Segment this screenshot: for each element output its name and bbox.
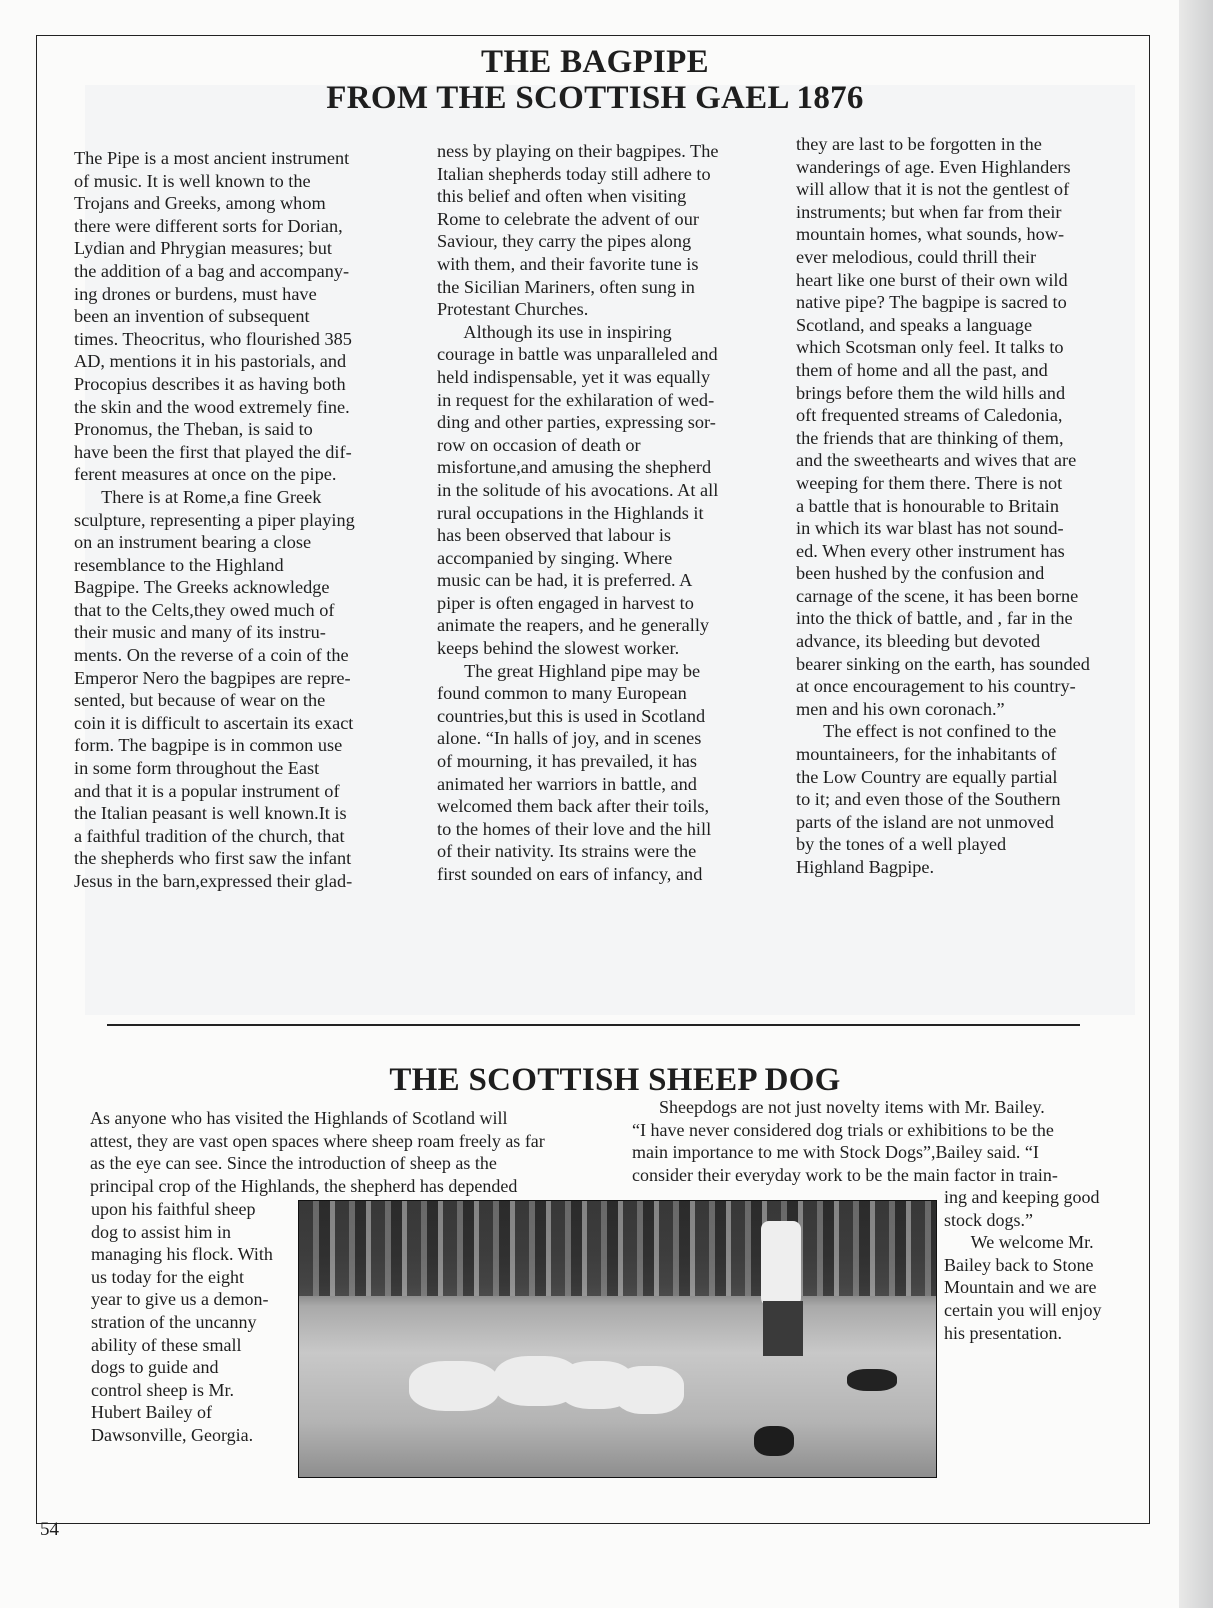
text-line: Jesus in the barn,expressed their glad- <box>74 871 353 891</box>
text-line: Dawsonville, Georgia. <box>91 1424 254 1445</box>
text-line: stock dogs.” <box>944 1209 1033 1230</box>
photo-shepherd <box>761 1221 801 1306</box>
text-line: bearer sinking on the earth, has sounded <box>796 653 1090 674</box>
text-line: been an invention of subsequent <box>74 306 310 327</box>
text-line: men and his own coronach.” <box>796 698 1005 719</box>
section-divider <box>107 1024 1080 1026</box>
text-line: has been observed that labour is <box>437 525 672 546</box>
text-line: at once encouragement to his country- <box>796 676 1076 697</box>
text-line: with them, and their favorite tune is <box>437 253 699 274</box>
text-line: that to the Celts,they owed much of <box>74 599 335 620</box>
text-line: stration of the uncanny <box>91 1311 257 1332</box>
text-line: sculpture, representing a piper playing <box>74 509 355 530</box>
text-line: native pipe? The bagpipe is sacred to <box>796 292 1067 313</box>
text-line: by the tones of a well played <box>796 834 1007 855</box>
text-line: the addition of a bag and accompany- <box>74 260 350 281</box>
text-line: Sheepdogs are not just novelty items with Mr. Bailey. <box>632 1097 1045 1117</box>
bagpipe-column-2 <box>437 140 718 886</box>
page-edge <box>1179 0 1213 1608</box>
text-line: Scotland, and speaks a language <box>796 314 1033 335</box>
text-line: Although its use in inspiring <box>437 321 672 342</box>
text-line: Emperor Nero the bagpipes are repre- <box>74 667 351 688</box>
text-line: weeping for them there. There is not <box>796 472 1063 493</box>
text-line: in request for the exhilaration of wed- <box>437 389 715 410</box>
text-line: this belief and often when visiting <box>437 186 687 207</box>
text-line: The Pipe is a most ancient instrument <box>74 148 350 168</box>
text-line: ing and keeping good <box>944 1187 1100 1207</box>
text-line: to the homes of their love and the hill <box>437 818 712 839</box>
sheepdog-left-narrow <box>91 1198 273 1447</box>
text-line: rural occupations in the Highlands it <box>437 502 704 523</box>
text-line: Trojans and Greeks, among whom <box>74 193 326 214</box>
text-line: the Italian peasant is well known.It is <box>74 803 347 824</box>
text-line: the Low Country are equally partial <box>796 766 1058 787</box>
text-line: Highland Bagpipe. <box>796 857 935 877</box>
text-line: Bagpipe. The Greeks acknowledge <box>74 577 330 598</box>
text-line: mountaineers, for the inhabitants of <box>796 744 1057 765</box>
sheepdog-right-narrow <box>944 1186 1101 1344</box>
text-line: which Scotsman only feel. It talks to <box>796 337 1064 358</box>
text-line: the Sicilian Mariners, often sung in <box>437 276 695 297</box>
text-line: misfortune,and amusing the shepherd <box>437 457 712 478</box>
text-line: animate the reapers, and he generally <box>437 615 710 636</box>
text-line: wanderings of age. Even Highlanders <box>796 156 1071 177</box>
sheepdog-photo <box>298 1200 937 1478</box>
text-line: managing his flock. With <box>91 1244 273 1265</box>
sheepdog-right-top <box>632 1096 1058 1186</box>
text-line: Lydian and Phrygian measures; but <box>74 238 332 259</box>
text-line: in some form throughout the East <box>74 758 320 779</box>
sheepdog-left-top <box>90 1107 545 1197</box>
text-line: held indispensable, yet it was equally <box>437 366 711 387</box>
text-line: and the sweethearts and wives that are <box>796 450 1077 471</box>
text-line: control sheep is Mr. <box>91 1379 234 1400</box>
text-line: Protestant Churches. <box>437 299 589 320</box>
text-line: Hubert Bailey of <box>91 1402 212 1423</box>
text-line: main importance to me with Stock Dogs”,Bailey said. “I <box>632 1142 1039 1163</box>
text-line: year to give us a demon- <box>91 1289 269 1310</box>
text-line: certain you will enjoy <box>944 1299 1102 1320</box>
text-line: Procopius describes it as having both <box>74 373 346 394</box>
text-line: to it; and even those of the Southern <box>796 789 1061 810</box>
text-line: alone. “In halls of joy, and in scenes <box>437 728 702 749</box>
text-line: upon his faithful sheep <box>91 1199 256 1219</box>
text-line: ever melodious, could thrill their <box>796 246 1037 267</box>
text-line: into the thick of battle, and , far in the <box>796 608 1073 629</box>
text-line: attest, they are vast open spaces where sheep roam freely as far <box>90 1130 545 1151</box>
text-line: instruments; but when far from their <box>796 201 1062 222</box>
text-line: The effect is not confined to the <box>796 721 1057 742</box>
text-line: sented, but because of wear on the <box>74 690 326 711</box>
text-line: of their nativity. Its strains were the <box>437 841 697 862</box>
text-line: of mourning, it has prevailed, it has <box>437 751 697 772</box>
photo-kilt <box>763 1301 803 1356</box>
article-title-line1: THE BAGPIPE <box>481 44 709 80</box>
text-line: mountain homes, what sounds, how- <box>796 224 1065 245</box>
text-line: in the solitude of his avocations. At all <box>437 479 719 500</box>
text-line: a faithful tradition of the church, that <box>74 825 345 846</box>
text-line: and that it is a popular instrument of <box>74 780 340 801</box>
photo-sheep <box>409 1361 499 1411</box>
text-line: ed. When every other instrument has <box>796 540 1065 561</box>
text-line: accompanied by singing. Where <box>437 547 673 568</box>
text-line: parts of the island are not unmoved <box>796 811 1054 832</box>
text-line: carnage of the scene, it has been borne <box>796 585 1079 606</box>
text-line: music can be had, it is preferred. A <box>437 570 693 591</box>
text-line: Saviour, they carry the pipes along <box>437 231 692 252</box>
text-line: the friends that are thinking of them, <box>796 427 1064 448</box>
text-line: countries,but this is used in Scotland <box>437 705 706 726</box>
text-line: times. Theocritus, who flourished 385 <box>74 328 352 349</box>
text-line: “I have never considered dog trials or exhibitions to be the <box>632 1119 1054 1140</box>
text-line: piper is often engaged in harvest to <box>437 592 694 613</box>
text-line: will allow that it is not the gentlest of <box>796 179 1070 200</box>
text-line: ding and other parties, expressing sor- <box>437 412 716 433</box>
text-line: consider their everyday work to be the main factor in train- <box>632 1164 1058 1185</box>
text-line: heart like one burst of their own wild <box>796 269 1068 290</box>
text-line: Bailey back to Stone <box>944 1254 1094 1275</box>
text-line: the skin and the wood extremely fine. <box>74 396 350 417</box>
text-line: his presentation. <box>944 1322 1062 1343</box>
text-line: Rome to celebrate the advent of our <box>437 208 699 229</box>
text-line: us today for the eight <box>91 1266 244 1287</box>
text-line: There is at Rome,a fine Greek <box>74 486 322 507</box>
text-line: As anyone who has visited the Highlands of Scotland will <box>90 1108 508 1128</box>
text-line: first sounded on ears of infancy, and <box>437 864 703 884</box>
photo-dog <box>847 1369 897 1391</box>
photo-dog <box>754 1426 794 1456</box>
text-line: AD, mentions it in his pastorials, and <box>74 351 347 372</box>
text-line: them of home and all the past, and <box>796 359 1048 380</box>
text-line: as the eye can see. Since the introduction of sheep as the <box>90 1153 497 1174</box>
text-line: We welcome Mr. <box>944 1232 1094 1253</box>
bagpipe-column-1 <box>74 147 355 893</box>
text-line: have been the first that played the dif- <box>74 441 352 462</box>
text-line: welcomed them back after their toils, <box>437 796 710 817</box>
text-line: of music. It is well known to the <box>74 170 311 191</box>
text-line: they are last to be forgotten in the <box>796 134 1042 154</box>
page-number: 54 <box>40 1519 59 1540</box>
text-line: their music and many of its instru- <box>74 622 326 643</box>
text-line: brings before them the wild hills and <box>796 382 1066 403</box>
text-line: on an instrument bearing a close <box>74 532 312 553</box>
text-line: a battle that is honourable to Britain <box>796 495 1059 516</box>
sheepdog-title: THE SCOTTISH SHEEP DOG <box>389 1062 841 1098</box>
photo-crowd <box>299 1201 936 1296</box>
text-line: ness by playing on their bagpipes. The <box>437 141 719 161</box>
text-line: The great Highland pipe may be <box>437 660 701 681</box>
text-line: courage in battle was unparalleled and <box>437 344 718 365</box>
bagpipe-column-3 <box>796 133 1090 879</box>
text-line: ability of these small <box>91 1334 242 1355</box>
text-line: ing drones or burdens, must have <box>74 283 317 304</box>
text-line: in which its war blast has not sound- <box>796 518 1064 539</box>
text-line: Pronomus, the Theban, is said to <box>74 419 313 440</box>
text-line: keeps behind the slowest worker. <box>437 638 680 659</box>
text-line: dog to assist him in <box>91 1221 232 1242</box>
text-line: Mountain and we are <box>944 1277 1097 1298</box>
text-line: row on occasion of death or <box>437 434 641 455</box>
text-line: animated her warriors in battle, and <box>437 773 697 794</box>
text-line: coin it is difficult to ascertain its exact <box>74 712 354 733</box>
text-line: the shepherds who first saw the infant <box>74 848 352 869</box>
text-line: found common to many European <box>437 683 687 704</box>
text-line: dogs to guide and <box>91 1357 219 1378</box>
text-line: principal crop of the Highlands, the shepherd has depended <box>90 1175 518 1196</box>
text-line: ferent measures at once on the pipe. <box>74 464 337 485</box>
text-line: advance, its bleeding but devoted <box>796 631 1041 652</box>
text-line: resemblance to the Highland <box>74 554 284 575</box>
text-line: ments. On the reverse of a coin of the <box>74 645 349 666</box>
text-line: been hushed by the confusion and <box>796 563 1045 584</box>
text-line: there were different sorts for Dorian, <box>74 215 343 236</box>
article-title-line2: FROM THE SCOTTISH GAEL 1876 <box>326 80 864 116</box>
photo-sheep <box>614 1366 684 1414</box>
text-line: Italian shepherds today still adhere to <box>437 163 711 184</box>
text-line: form. The bagpipe is in common use <box>74 735 343 756</box>
text-line: oft frequented streams of Caledonia, <box>796 405 1063 426</box>
